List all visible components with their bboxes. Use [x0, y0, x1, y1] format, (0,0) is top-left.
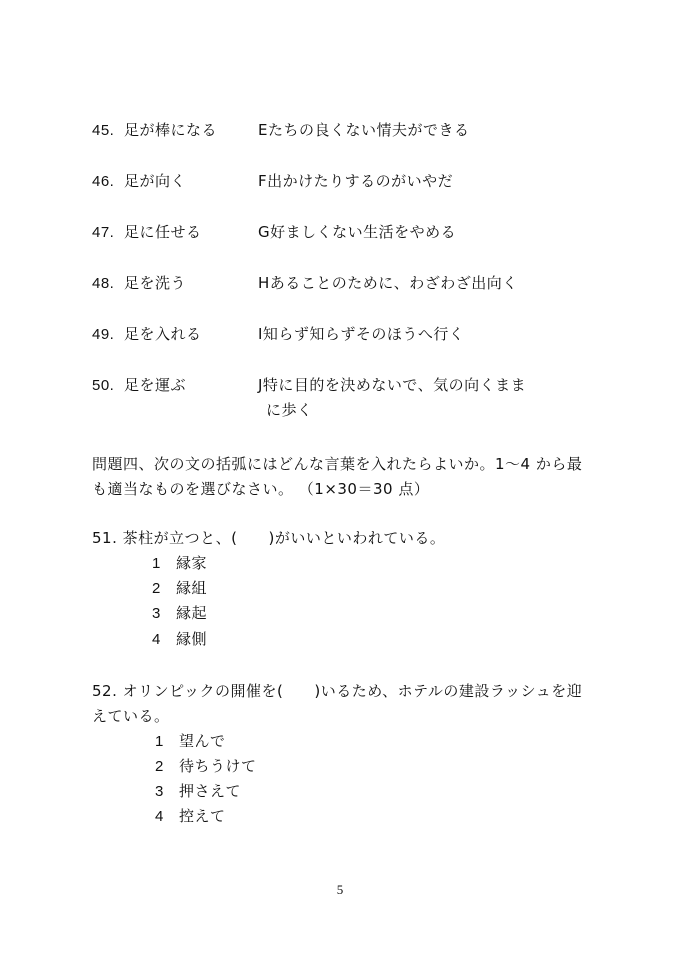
item-number: 46. — [92, 173, 115, 190]
option-text: 縁組 — [176, 579, 208, 597]
idiom-phrase: 足が向く — [124, 172, 187, 190]
idiom-meaning: Hあることのために、わざわざ出向く — [258, 274, 518, 292]
item-number: 50. — [92, 377, 115, 394]
option-text: 望んで — [179, 732, 226, 750]
item-number: 48. — [92, 275, 115, 292]
idiom-meaning: J特に目的を決めないで、気の向くまま — [258, 376, 527, 394]
item-number: 45. — [92, 122, 115, 139]
idiom-phrase: 足に任せる — [124, 223, 202, 241]
page-number: 5 — [336, 882, 344, 897]
option-number: 3 — [152, 605, 161, 622]
option-number: 4 — [155, 808, 164, 825]
option-number: 3 — [155, 783, 164, 800]
idiom-phrase: 足を入れる — [124, 325, 202, 343]
option-text: 縁起 — [176, 604, 208, 622]
idiom-meaning: I知らず知らずそのほうへ行く — [258, 325, 465, 343]
question-stem: えている。 — [92, 707, 170, 725]
item-number: 47. — [92, 224, 115, 241]
option-text: 控えて — [179, 807, 226, 825]
question-stem: 52. オリンピックの開催を( )いるため、ホテルの建設ラッシュを迎 — [92, 682, 583, 700]
idiom-phrase: 足が棒になる — [124, 121, 218, 139]
idiom-meaning: Eたちの良くない情夫ができる — [258, 121, 470, 139]
option-text: 押さえて — [179, 782, 242, 800]
option-number: 1 — [155, 733, 164, 750]
item-number: 49. — [92, 326, 115, 343]
option-number: 4 — [152, 631, 161, 648]
idiom-meaning: F出かけたりするのがいやだ — [258, 172, 454, 190]
idiom-phrase: 足を運ぶ — [124, 376, 187, 394]
option-text: 縁側 — [176, 630, 208, 648]
idiom-meaning: G好ましくない生活をやめる — [258, 223, 457, 241]
idiom-meaning-continued: に歩く — [266, 401, 313, 419]
question-stem: 51. 茶柱が立つと、( )がいいといわれている。 — [92, 529, 446, 547]
section-instruction: 問題四、次の文の括弧にはどんな言葉を入れたらよいか。1～4 から最 — [92, 455, 583, 473]
idiom-phrase: 足を洗う — [124, 274, 187, 292]
option-text: 縁家 — [176, 554, 208, 572]
section-instruction: も適当なものを選びなさい。 （1×30＝30 点） — [92, 480, 430, 498]
option-number: 2 — [152, 580, 161, 597]
option-text: 待ちうけて — [179, 757, 257, 775]
option-number: 1 — [152, 555, 161, 572]
option-number: 2 — [155, 758, 164, 775]
